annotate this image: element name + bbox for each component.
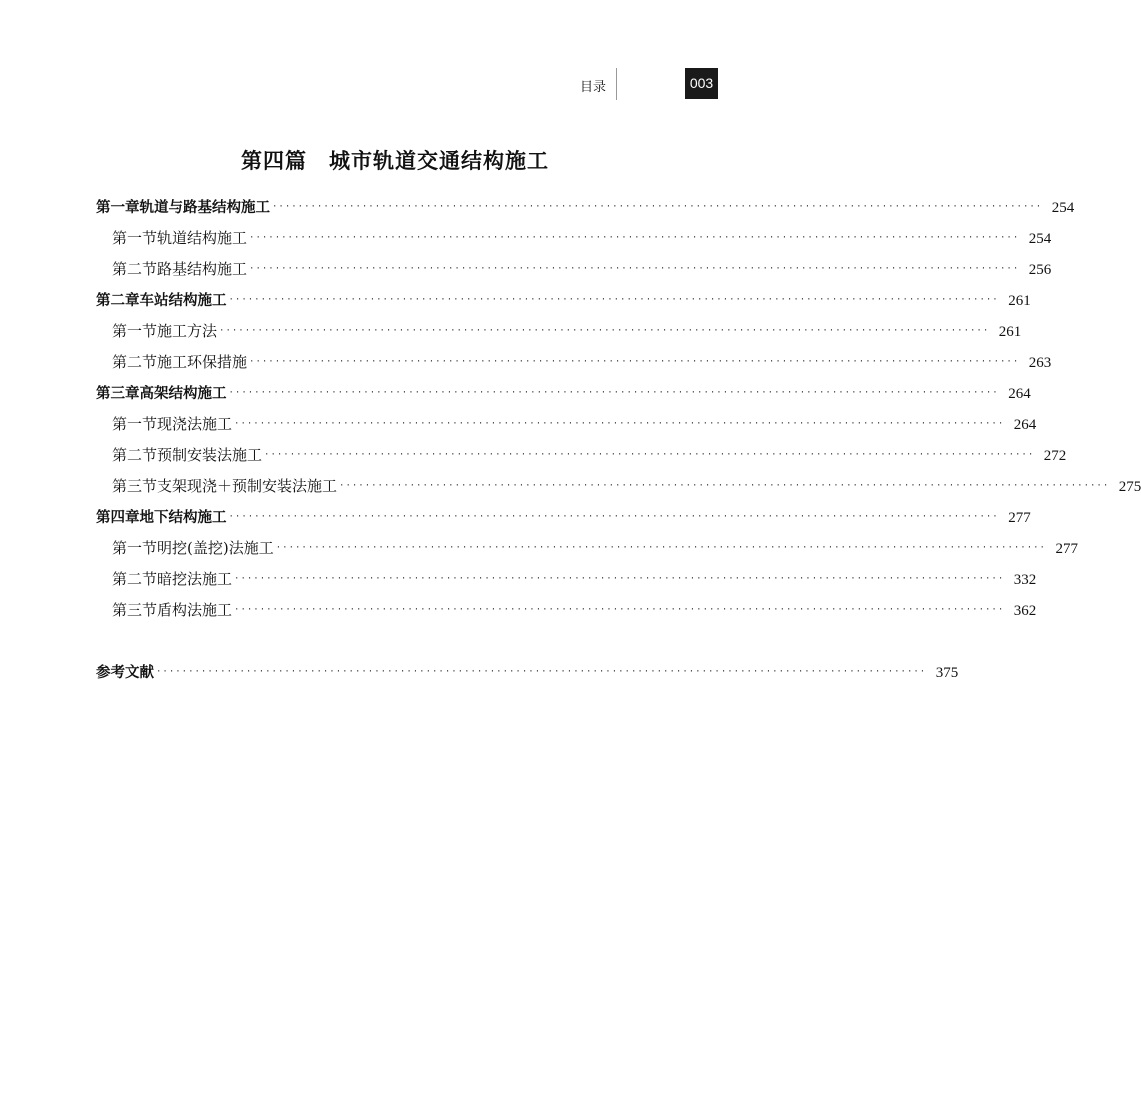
dot-leader: ························································································································ bbox=[249, 264, 1020, 274]
toc-references-row[interactable] bbox=[96, 661, 959, 692]
dot-leader: ························································································································ bbox=[156, 667, 927, 677]
dot-leader: ························································································································ bbox=[264, 450, 1035, 460]
toc-section-row[interactable] bbox=[96, 351, 1052, 382]
toc-section-row[interactable] bbox=[96, 568, 1037, 599]
toc-section-row[interactable] bbox=[96, 258, 1052, 289]
section-title: 明挖(盖挖)法施工 bbox=[157, 539, 274, 557]
section-title: 支架现浇＋预制安装法施工 bbox=[157, 477, 338, 495]
section-title: 预制安装法施工 bbox=[157, 446, 263, 464]
dot-leader: ························································································································ bbox=[228, 512, 999, 522]
chapter-page: 254 bbox=[1051, 200, 1075, 216]
section-page: 264 bbox=[1013, 417, 1037, 433]
section-page: 256 bbox=[1028, 262, 1052, 278]
dot-leader: ························································································································ bbox=[234, 574, 1005, 584]
section-title: 路基结构施工 bbox=[157, 260, 248, 278]
toc-section-row[interactable] bbox=[96, 444, 1067, 475]
section-page: 362 bbox=[1013, 603, 1037, 619]
section-title: 施工环保措施 bbox=[157, 353, 248, 371]
section-number: 第三节 bbox=[112, 601, 158, 619]
chapter-number: 第四章 bbox=[96, 510, 140, 526]
toc-section-row[interactable] bbox=[96, 475, 1141, 506]
dot-leader: ························································································································ bbox=[339, 481, 1110, 491]
chapter-title: 轨道与路基结构施工 bbox=[139, 200, 270, 216]
toc-section-row[interactable] bbox=[96, 537, 1078, 568]
section-number: 第一节 bbox=[112, 322, 158, 340]
dot-leader: ························································································································ bbox=[219, 326, 990, 336]
chapter-number: 第二章 bbox=[96, 293, 140, 309]
section-page: 254 bbox=[1028, 231, 1052, 247]
chapter-title: 地下结构施工 bbox=[139, 510, 227, 526]
toc-section-row[interactable] bbox=[96, 599, 1037, 630]
toc-section-row[interactable] bbox=[96, 413, 1037, 444]
section-page: 261 bbox=[998, 324, 1022, 340]
part-title bbox=[0, 145, 790, 175]
references-page: 375 bbox=[935, 665, 959, 681]
section-page: 277 bbox=[1055, 541, 1078, 557]
references-title: 参考文献 bbox=[96, 665, 154, 681]
chapter-title: 车站结构施工 bbox=[139, 293, 227, 309]
chapter-page: 277 bbox=[1008, 510, 1031, 526]
dot-leader: ························································································································ bbox=[275, 543, 1046, 553]
header-divider bbox=[616, 68, 617, 100]
chapter-title: 高架结构施工 bbox=[139, 386, 227, 402]
running-title: 目录 bbox=[580, 80, 607, 95]
dot-leader: ························································································································ bbox=[234, 419, 1005, 429]
section-number: 第二节 bbox=[112, 446, 158, 464]
dot-leader: ························································································································ bbox=[234, 605, 1005, 615]
chapter-number: 第三章 bbox=[96, 386, 140, 402]
running-head bbox=[560, 68, 720, 100]
toc-section-row[interactable] bbox=[96, 227, 1052, 258]
chapter-page: 264 bbox=[1008, 386, 1031, 402]
toc-chapter-row[interactable] bbox=[96, 196, 1075, 227]
toc-chapter-row[interactable] bbox=[96, 506, 1031, 537]
part-number: 第四篇 bbox=[241, 149, 307, 173]
toc-chapter-row[interactable] bbox=[96, 382, 1031, 413]
section-title: 施工方法 bbox=[157, 322, 218, 340]
section-number: 第二节 bbox=[112, 570, 158, 588]
page-number-badge: 003 bbox=[685, 68, 718, 99]
section-number: 第一节 bbox=[112, 415, 158, 433]
section-page: 263 bbox=[1028, 355, 1052, 371]
section-page: 272 bbox=[1043, 448, 1067, 464]
section-title: 轨道结构施工 bbox=[157, 229, 248, 247]
section-title: 现浇法施工 bbox=[157, 415, 233, 433]
dot-leader: ························································································································ bbox=[228, 295, 999, 305]
dot-leader: ························································································································ bbox=[272, 202, 1043, 212]
section-title: 盾构法施工 bbox=[157, 601, 233, 619]
chapter-page: 261 bbox=[1008, 293, 1031, 309]
part-name: 城市轨道交通结构施工 bbox=[329, 149, 549, 173]
section-title: 暗挖法施工 bbox=[157, 570, 233, 588]
toc-spacer bbox=[96, 630, 718, 661]
toc-chapter-row[interactable] bbox=[96, 289, 1031, 320]
table-of-contents bbox=[96, 196, 1141, 692]
section-number: 第三节 bbox=[112, 477, 158, 495]
dot-leader: ························································································································ bbox=[249, 233, 1020, 243]
dot-leader: ························································································································ bbox=[228, 388, 999, 398]
toc-section-row[interactable] bbox=[96, 320, 1022, 351]
section-number: 第一节 bbox=[112, 539, 158, 557]
section-page: 275 bbox=[1118, 479, 1141, 495]
section-page: 332 bbox=[1013, 572, 1037, 588]
dot-leader: ························································································································ bbox=[249, 357, 1020, 367]
chapter-number: 第一章 bbox=[96, 200, 140, 216]
section-number: 第二节 bbox=[112, 353, 158, 371]
section-number: 第二节 bbox=[112, 260, 158, 278]
section-number: 第一节 bbox=[112, 229, 158, 247]
